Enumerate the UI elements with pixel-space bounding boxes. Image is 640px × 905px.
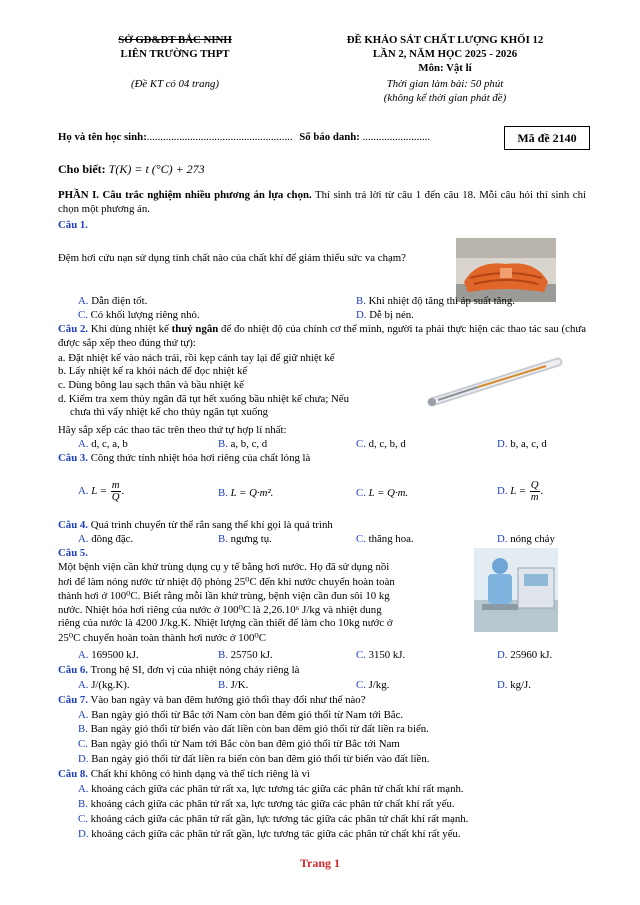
exam-title: ĐỀ KHẢO SÁT CHẤT LƯỢNG KHỐI 12 [346,34,544,46]
q5-line1: Một bệnh viện cần khử trùng dụng cụ y tế bằng hơi nước. Họ đã sử dụng nồi [58,561,390,573]
q2-text: Câu 2. Khi dùng nhiệt kế thuỷ ngân để đo nhiệt độ của chính cơ thể mình, người ta phải thực hiện các thao tác sau (chưa được sắp xếp theo đúng thứ tự): [58,323,586,349]
q4-option-c[interactable]: C. thăng hoa. [356,533,414,545]
q3-option-d[interactable]: D. L = $\frac{Q}{m}$ . [497,479,544,503]
q1-option-c[interactable]: C. Có khối lượng riêng nhỏ. [78,309,200,321]
q6-option-a[interactable]: A. J/(kg.K). [78,679,130,691]
q5-line2: hơi để làm nóng nước từ nhiệt độ phòng 25⁰C đến khi nước chuyển hoàn toàn [58,576,395,588]
q8-option-d[interactable]: D. khoảng cách giữa các phân tử rất gần, lực tương tác giữa các phân tử chất khí rất yếu. [78,828,461,840]
q7-text: Câu 7. Vào ban ngày và ban đêm hướng gió thổi thay đổi như thế nào? [58,694,366,706]
given-label: Cho biết: [58,162,106,176]
school-name: LIÊN TRƯỜNG THPT [120,48,230,60]
q2-option-b[interactable]: B. a, b, c, d [218,438,268,450]
q2-option-a[interactable]: A. d, c, a, b [78,438,128,450]
duration: Thời gian làm bài: 50 phút [386,78,504,90]
student-info-row [58,131,430,143]
q2-step-a: a. Đặt nhiệt kế vào nách trái, rồi kẹp cánh tay lại để giữ nhiệt kế [58,352,335,364]
name-field[interactable]: ...................................................... [146,131,293,143]
page-count-note: (Đề KT có 04 trang) [131,78,219,90]
q5-line5: riêng của nước là 4200 J/kg.K. Nhiệt lượng cần thiết để làm cho 10kg nước ở [58,617,393,629]
q3-option-c[interactable]: C. L = Q·m. [356,487,409,499]
q5-line6: 25⁰C chuyển hoàn toàn thành hơi nước ở 100⁰C [58,632,266,644]
q1-label: Câu 1. [58,219,88,231]
q6-text: Câu 6. Trong hệ SI, đơn vị của nhiệt nóng chảy riêng là [58,664,300,676]
q5-option-a[interactable]: A. 169500 kJ. [78,649,139,661]
exam-round: LẦN 2, NĂM HỌC 2025 - 2026 [372,48,518,60]
q8-option-c[interactable]: C. khoảng cách giữa các phân tử rất gần, lực tương tác giữa các phân tử chất khí rất mạnh. [78,813,469,825]
department-name: SỞ GD&ĐT BẮC NINH [118,34,232,46]
q3-option-b[interactable]: B. L = Q·m². [218,487,274,499]
q6-option-b[interactable]: B. J/K. [218,679,249,691]
q5-label: Câu 5. [58,547,88,559]
q7-option-c[interactable]: C. Ban ngày gió thổi từ Nam tới Bắc còn ban đêm gió thổi từ Bắc tới Nam [78,738,400,750]
q6-option-c[interactable]: C. J/kg. [356,679,390,691]
q1-option-d[interactable]: D. Dễ bị nén. [356,309,414,321]
q1-option-a[interactable]: A. Dẫn điện tốt. [78,295,148,307]
part1-title: PHẦN I. Câu trắc nghiệm nhiều phương án lựa chọn. [58,189,312,201]
given-constants [58,162,205,177]
q3-text: Câu 3. Công thức tính nhiệt hóa hơi riêng của chất lỏng là [58,452,311,464]
air-cushion-image [456,238,556,302]
part1-heading [58,189,586,216]
q2-step-d: d. Kiểm tra xem thủy ngân đã tụt hết xuống bầu nhiệt kế chưa; Nếu [58,393,349,405]
q2-option-d[interactable]: D. b, a, c, d [497,438,547,450]
exam-code-box: Mã đề 2140 [504,126,590,150]
part1-instruction: Thí sinh trả lời từ câu 1 đến câu 18. Mỗi câu hỏi thí sinh chỉ chọn một phương án. [58,189,586,215]
q8-option-a[interactable]: A. khoảng cách giữa các phân tử rất xa, lực tương tác giữa các phân tử chất khí rất mạnh. [78,783,464,795]
q2-step-b: b. Lấy nhiệt kế ra khỏi nách để đọc nhiệt kế [58,365,248,377]
q4-option-b[interactable]: B. ngưng tụ. [218,533,272,545]
q5-line3: thành hơi ở 100⁰C. Biết rằng mỗi lần khử trùng, bệnh viện cần đun sôi 10 kg [58,590,390,602]
sterilization-image [474,548,558,632]
q2-step-d-cont: chưa thì vẩy nhiệt kế cho thủy ngân tụt xuống [70,406,269,418]
q5-option-c[interactable]: C. 3150 kJ. [356,649,406,661]
q2-ask: Hãy sắp xếp các thao tác trên theo thứ tự hợp lí nhất: [58,424,287,436]
q2-option-c[interactable]: C. d, c, b, d [356,438,406,450]
q8-text: Câu 8. Chất khí không có hình dạng và thể tích riêng là vì [58,768,310,780]
q3-option-a[interactable]: A. L = $\frac{m}{Q}$ . [78,479,125,503]
name-label: Họ và tên học sinh: [58,131,147,143]
subject: Môn: Vật lí [418,62,472,74]
duration-note: (không kể thời gian phát đề) [383,92,507,104]
q7-option-b[interactable]: B. Ban ngày gió thổi từ biển vào đất liền còn ban đêm gió thổi từ đất liền ra biển. [78,723,429,735]
q2-step-c: c. Dùng bông lau sạch thân và bầu nhiệt kế [58,379,244,391]
q4-text: Câu 4. Quá trình chuyển từ thể rắn sang thể khí gọi là quá trình [58,519,333,531]
page-number: Trang 1 [299,856,341,870]
q1-text: Đệm hơi cứu nạn sử dụng tính chất nào của chất khí để giảm thiểu sức va chạm? [58,252,406,264]
id-field[interactable]: ......................... [362,131,431,143]
q5-line4: nước. Nhiệt hóa hơi riêng của nước ở 100⁰C là 2,26.10⁶ J/kg và nhiệt dung [58,604,382,616]
q8-option-b[interactable]: B. khoảng cách giữa các phân tử rất xa, lực tương tác giữa các phân tử chất khí rất yếu. [78,798,455,810]
q5-option-d[interactable]: D. 25960 kJ. [497,649,553,661]
q5-option-b[interactable]: B. 25750 kJ. [218,649,273,661]
q7-option-a[interactable]: A. Ban ngày gió thổi từ Bắc tới Nam còn ban đêm gió thổi từ Nam tới Bắc. [78,709,404,721]
q4-option-d[interactable]: D. nóng chảy [497,533,555,545]
q4-option-a[interactable]: A. đông đặc. [78,533,134,545]
thermometer-image [418,352,568,412]
q1-option-b[interactable]: B. Khi nhiệt độ tăng thì áp suất tăng. [356,295,515,307]
q7-option-d[interactable]: D. Ban ngày gió thổi từ đất liền ra biển còn ban đêm gió thổi từ biển vào đất liền. [78,753,430,765]
given-formula: T(K) = t (°C) + 273 [108,162,205,176]
q6-option-d[interactable]: D. kg/J. [497,679,531,691]
id-label: Số báo danh: [299,131,360,143]
